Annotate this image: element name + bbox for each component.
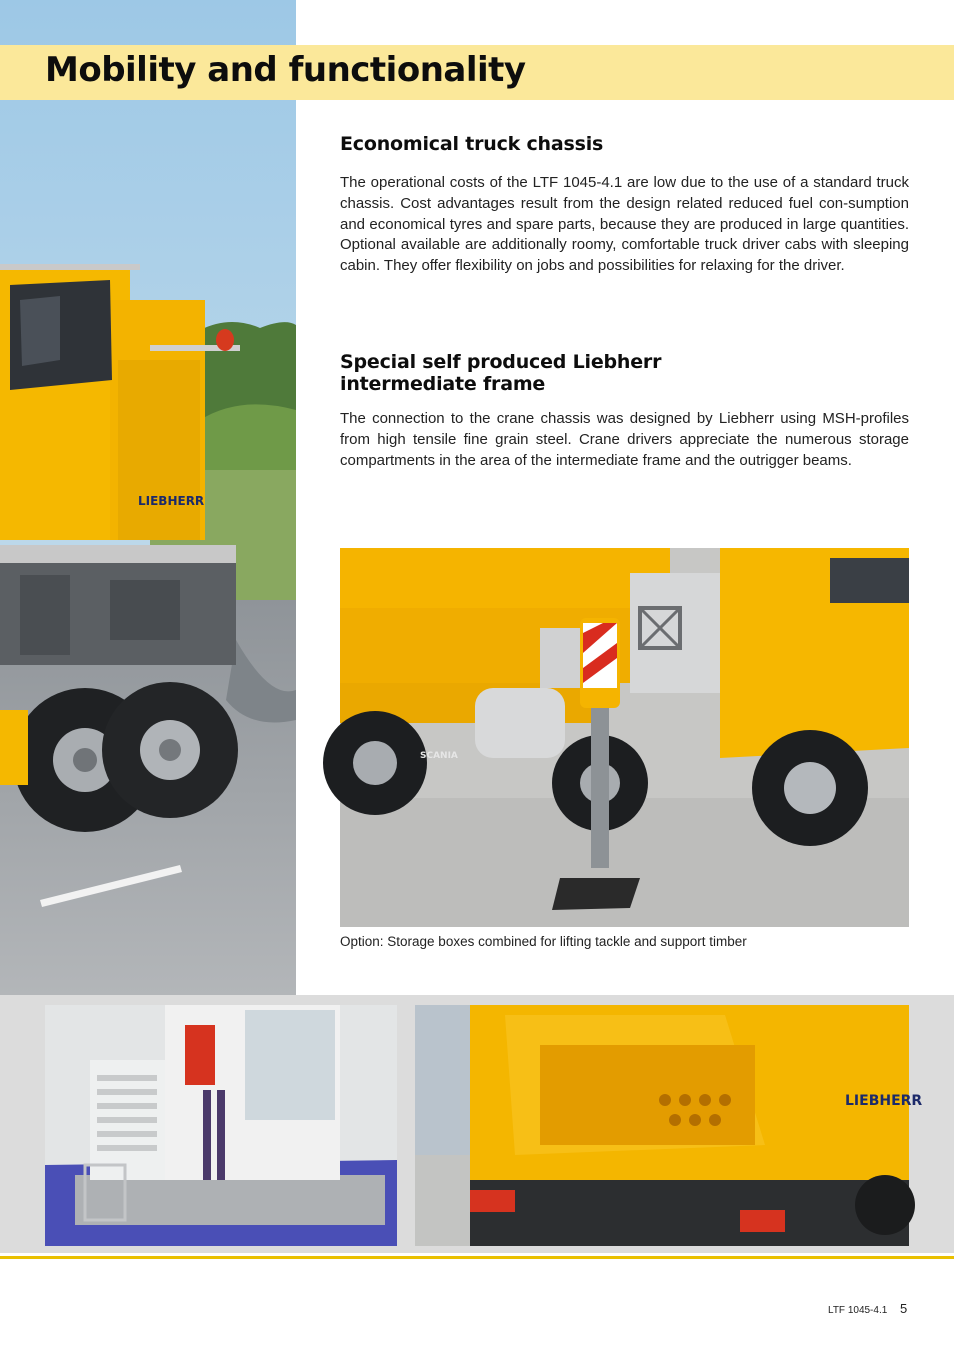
section-body-chassis: The operational costs of the LTF 1045-4.1 are low due to the use of a standard truck chassis. Cost advantages result from the design related reduced fuel con-sumption and economical tyres and spare parts, because they are produced in large quantities. Optional available are additionally roomy, comfortable truck driver cabs with sleeping cabin. They offer flexibility on jobs and possibilities for relaxing for the driver. [340, 174, 909, 275]
side-brand-label: LIEBHERR [845, 1093, 923, 1109]
page-number: 5 [900, 1301, 908, 1316]
crane-photo-left [0, 0, 296, 995]
section-body-frame: The connection to the crane chassis was designed by Liebherr using MSH-profiles from high tensile fine grain steel. Crane drivers appreciate the numerous storage compartments in the area of the intermediate frame and the outrigger beams. [340, 410, 909, 469]
truck-brand-label: SCANIA [420, 751, 458, 761]
cab-storage-photo [45, 1005, 397, 1246]
section-heading-frame: Special self produced Liebherr intermediate frame [340, 351, 662, 395]
storage-compartment-photo [415, 1005, 923, 1246]
photo-caption: Option: Storage boxes combined for lifting tackle and support timber [340, 934, 747, 949]
page-title: Mobility and functionality [45, 50, 526, 90]
footer-model-name: LTF 1045-4.1 [828, 1305, 888, 1316]
footer-rule [0, 1256, 954, 1259]
section-heading-chassis: Economical truck chassis [340, 133, 604, 155]
outrigger-photo [340, 548, 909, 927]
crane-brand-label: LIEBHERR [138, 494, 205, 508]
